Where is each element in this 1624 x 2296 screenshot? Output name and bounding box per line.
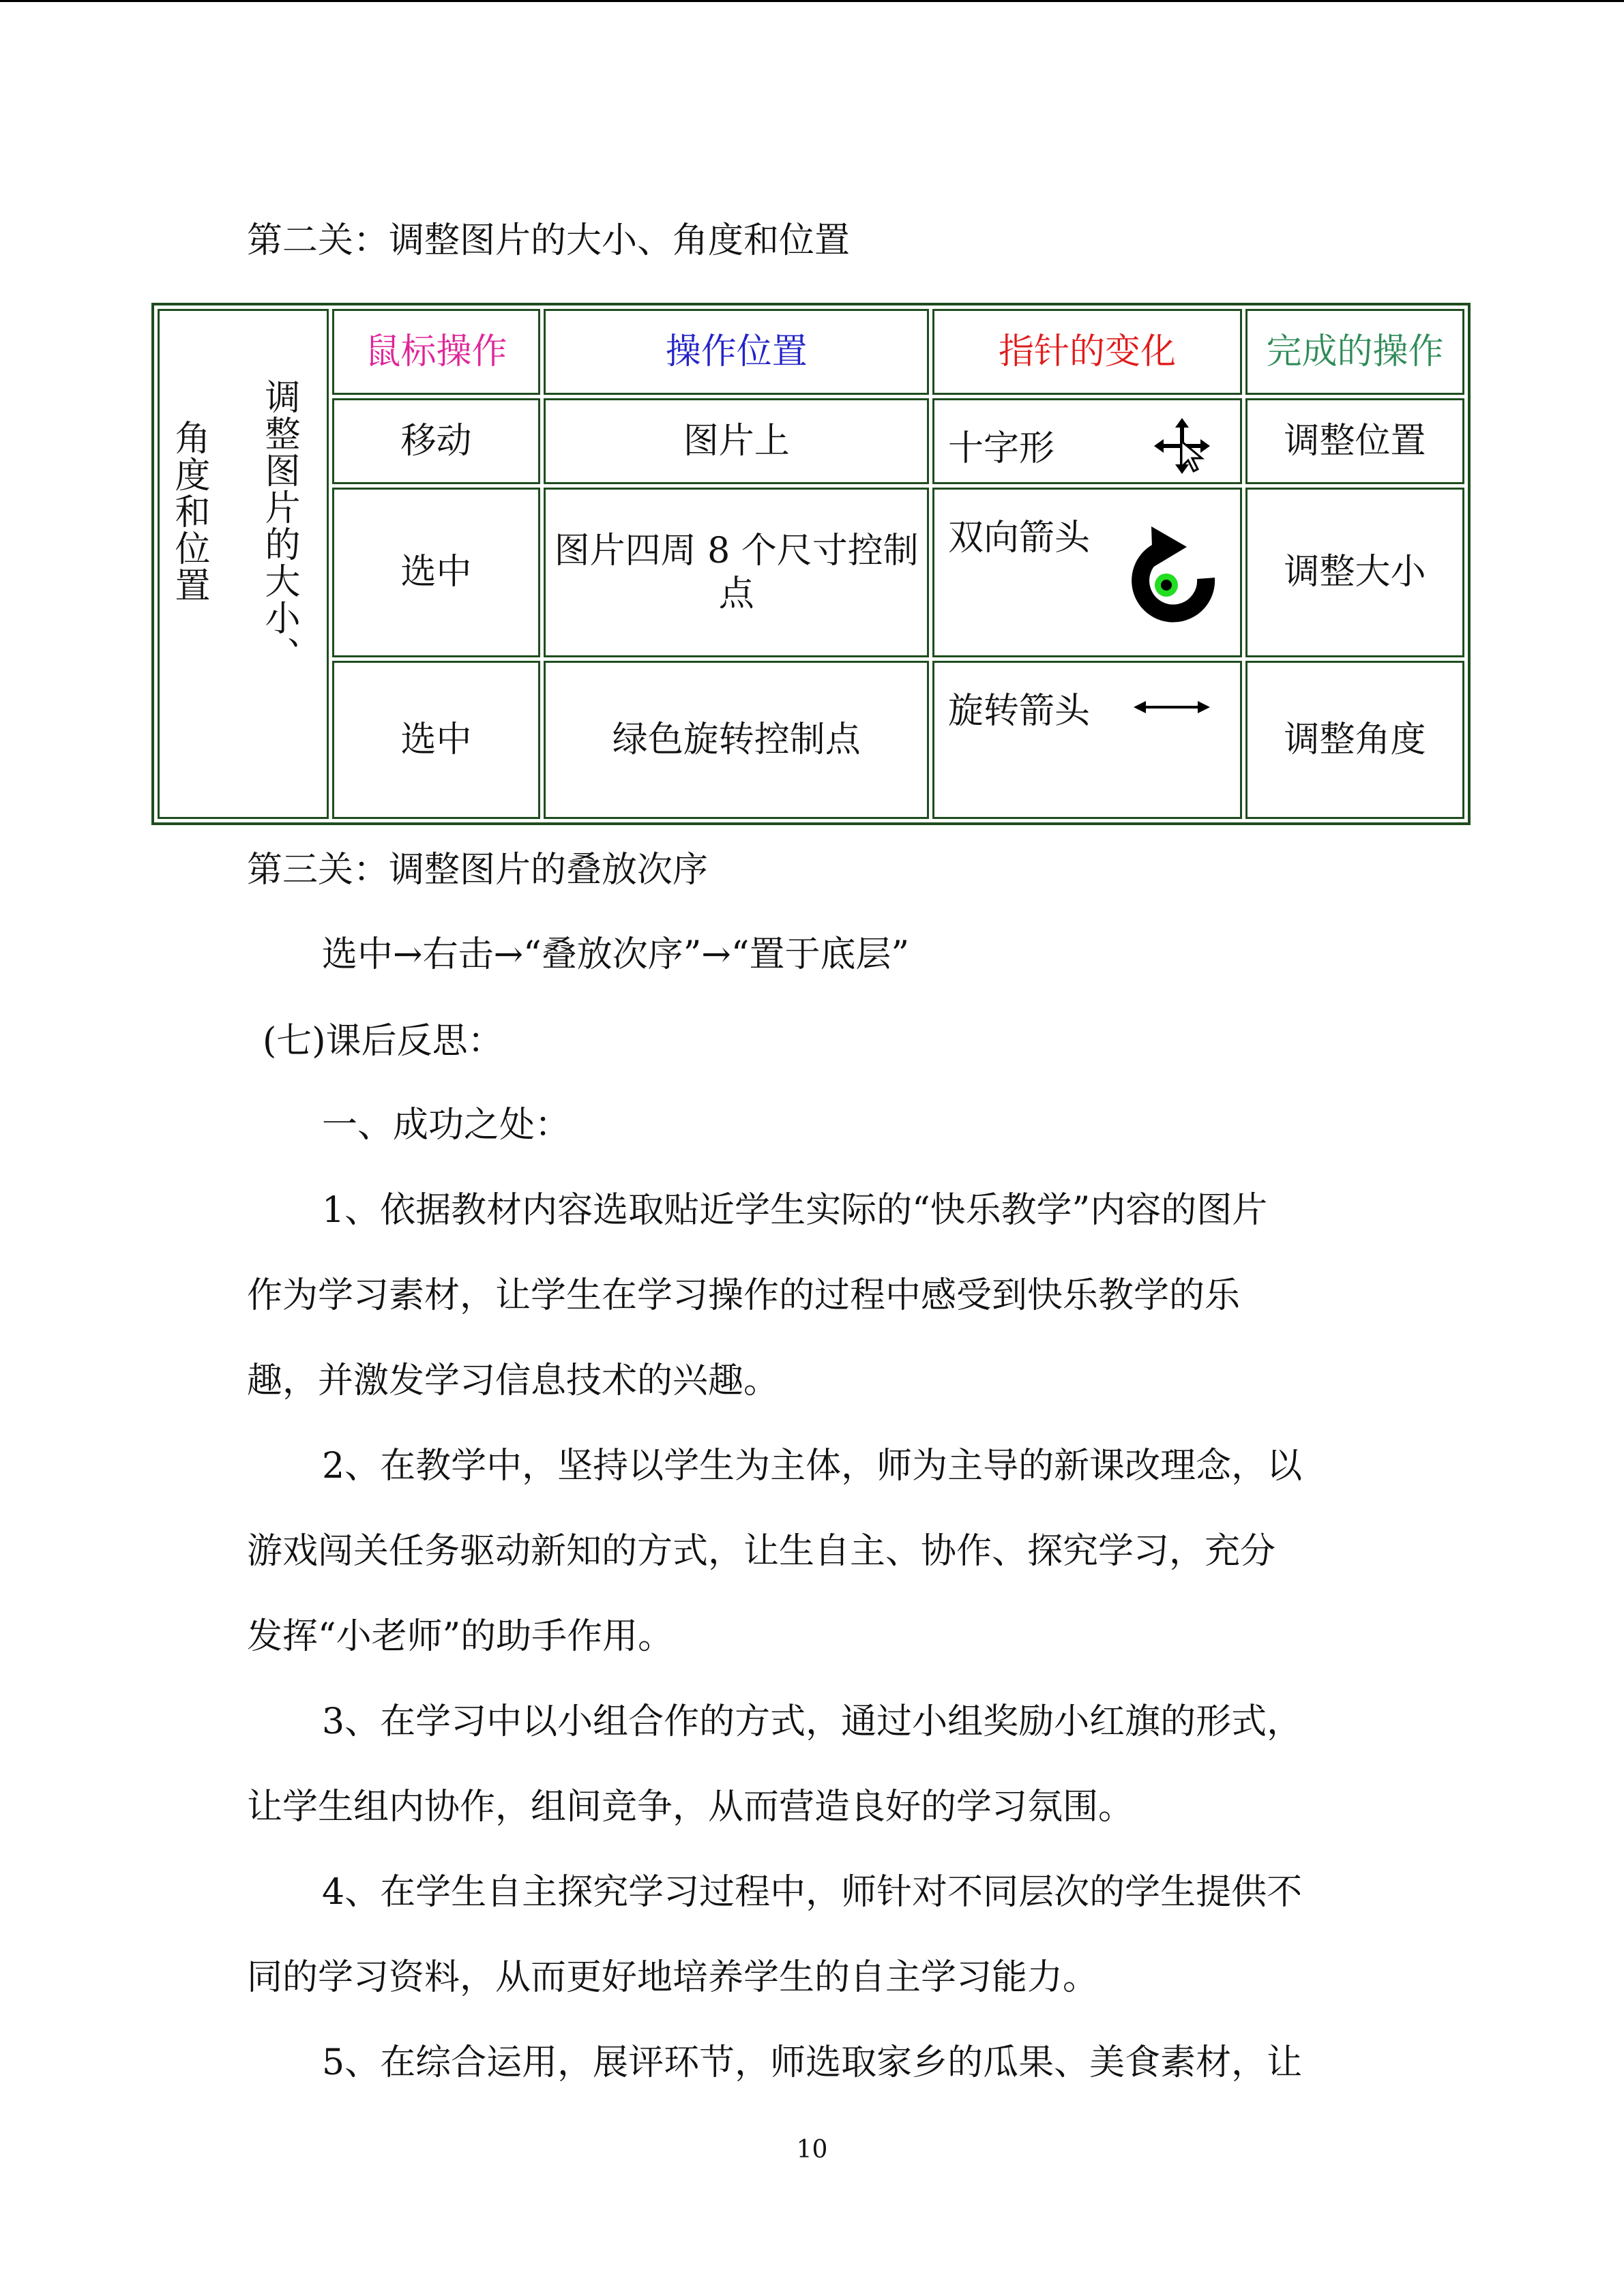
operation-table [151,303,1471,825]
paragraph-line: 同的学习资料，从而更好地培养学生的自主学习能力。 [247,1957,1099,1998]
paragraph-line: 4、在学生自主探究学习过程中，师针对不同层次的学生提供不 [322,1872,1303,1913]
header-mouse: 鼠标操作 [332,309,541,395]
header-pointer: 指针的变化 [932,309,1242,395]
row1-mouse: 移动 [332,398,541,484]
success-subtitle: 一、成功之处： [322,1105,571,1146]
row-header-left: 角度和位置 [168,419,209,603]
row2-mouse: 选中 [332,488,541,657]
paragraph-line: 趣，并激发学习信息技术的兴趣。 [247,1360,780,1401]
row1-location: 图片上 [544,398,928,484]
section3-steps: 选中→右击→“叠放次序”→“置于底层” [322,934,910,975]
paragraph-line: 发挥“小老师”的助手作用。 [247,1616,674,1657]
header-result: 完成的操作 [1245,309,1464,395]
section2-title: 第二关：调整图片的大小、角度和位置 [247,220,851,261]
row2-pointer [932,488,1242,657]
header-location: 操作位置 [544,309,928,395]
row3-result: 调整角度 [1245,661,1464,819]
row1-pointer [932,398,1242,484]
rotate-cursor-icon [1125,525,1221,627]
row3-pointer [932,661,1242,819]
row2-result: 调整大小 [1245,488,1464,657]
row2-pointer-label: 双向箭头 [947,518,1090,559]
paragraph-line: 1、依据教材内容选取贴近学生实际的“快乐教学”内容的图片 [322,1190,1268,1231]
paragraph-line: 5、在综合运用，展评环节，师选取家乡的瓜果、美食素材，让 [322,2042,1303,2083]
move-cursor-icon [1151,415,1213,477]
paragraph-line: 让学生组内协作，组间竞争，从而营造良好的学习氛围。 [247,1787,1134,1828]
section7-title: (七)课后反思： [263,1021,503,1062]
paragraph-line: 游戏闯关任务驱动新知的方式，让生自主、协作、探究学习，充分 [247,1531,1276,1572]
row2-location: 图片四周 8 个尺寸控制点 [544,488,928,657]
row3-location: 绿色旋转控制点 [544,661,928,819]
paragraph-line: 作为学习素材，让学生在学习操作的过程中感受到快乐教学的乐 [247,1275,1241,1316]
row3-pointer-label: 旋转箭头 [947,690,1090,732]
paragraph-line: 2、在教学中，坚持以学生为主体，师为主导的新课改理念，以 [322,1446,1303,1487]
row-header-right: 调整图片的大小、 [259,378,299,673]
paragraph-line: 3、在学习中以小组合作的方式，通过小组奖励小红旗的形式， [322,1701,1303,1742]
top-border [0,0,1624,2]
section3-title: 第三关：调整图片的叠放次序 [247,850,709,891]
double-arrow-icon [1132,697,1211,717]
row3-mouse: 选中 [332,661,541,819]
row1-pointer-label: 十字形 [947,428,1054,470]
row1-result: 调整位置 [1245,398,1464,484]
page-number: 10 [796,2136,828,2164]
